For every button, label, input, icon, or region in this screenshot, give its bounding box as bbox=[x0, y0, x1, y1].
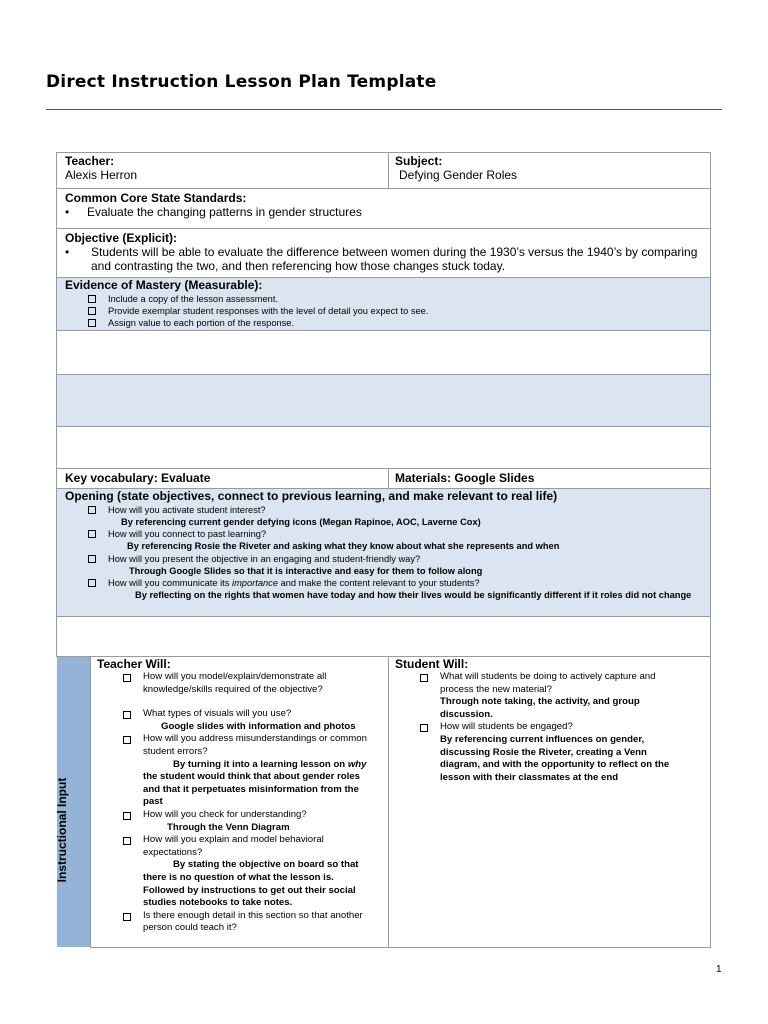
student-will-label: Student Will: bbox=[395, 657, 469, 671]
evidence-cell bbox=[56, 277, 711, 331]
title-rule bbox=[46, 109, 722, 110]
teacher-will-cell bbox=[90, 656, 389, 948]
teacher-question: How will you check for understanding? bbox=[122, 809, 367, 822]
checkbox-icon bbox=[123, 837, 131, 845]
student-will-cell bbox=[388, 656, 711, 948]
opening-question: How will you present the objective in an engaging and student-friendly way? bbox=[87, 553, 710, 565]
blank-row bbox=[56, 616, 711, 657]
teacher-label: Teacher: bbox=[65, 154, 115, 168]
evidence-item: Include a copy of the lesson assessment. bbox=[87, 293, 710, 305]
checkbox-icon bbox=[420, 674, 428, 682]
opening-answer: By referencing Rosie the Riveter and asking what they know about what she represents and when bbox=[127, 541, 560, 552]
standards-label: Common Core State Standards: bbox=[65, 191, 247, 205]
teacher-question: How will you explain and model behavioral expectations? bbox=[122, 834, 367, 859]
teacher-cell bbox=[56, 152, 389, 189]
objective-item: • Students will be able to evaluate the difference between women during the 1930’s versus the 1940’s by comparing and contrasting the two, and then referencing how those changes stuck today. bbox=[65, 245, 701, 273]
opening-answer: By referencing current gender defying icons (Megan Rapinoe, AOC, Laverne Cox) bbox=[121, 517, 481, 527]
opening-answer: By reflecting on the rights that women have today and how their lives would be significantly different if it roles did not change bbox=[135, 590, 692, 601]
teacher-will-label: Teacher Will: bbox=[97, 657, 171, 671]
checkbox-icon bbox=[88, 295, 96, 303]
checkbox-icon bbox=[88, 307, 96, 315]
student-question: What will students be doing to actively capture and process the new material? bbox=[419, 671, 689, 696]
checkbox-icon bbox=[420, 724, 428, 732]
checkbox-icon bbox=[123, 736, 131, 744]
materials-label: Materials: Google Slides bbox=[395, 471, 535, 485]
teacher-answer: By turning it into a learning lesson on why the student would think that about gender roles and that it perpetuates misinformation from the past bbox=[143, 758, 367, 808]
student-answer: By referencing current influences on gender, discussing Rosie the Riveter, creating a Venn diagram, and with the opportunity to reflect on the lesson with their classmates at the end bbox=[440, 733, 670, 783]
blank-row bbox=[56, 330, 711, 375]
checkbox-icon bbox=[88, 579, 96, 587]
blank-row bbox=[56, 426, 711, 469]
checkbox-icon bbox=[123, 812, 131, 820]
checkbox-icon bbox=[123, 913, 131, 921]
subject-value: Defying Gender Roles bbox=[399, 168, 518, 182]
checkbox-icon bbox=[88, 555, 96, 563]
opening-question: How will you communicate its importance and make the content relevant to your students? bbox=[87, 577, 710, 589]
teacher-question: What types of visuals will you use? bbox=[122, 708, 367, 721]
checkbox-icon bbox=[88, 319, 96, 327]
evidence-item: Assign value to each portion of the response. bbox=[87, 317, 710, 329]
checkbox-icon bbox=[88, 506, 96, 514]
opening-question: How will you connect to past learning? bbox=[87, 528, 710, 540]
teacher-question: How will you address misunderstandings or common student errors? bbox=[122, 733, 367, 758]
teacher-answer: By stating the objective on board so that there is no question of what the lesson is. Followed by instructions to get out their social studies notebooks to take notes. bbox=[143, 859, 359, 909]
checkbox-icon bbox=[88, 530, 96, 538]
standards-item: • Evaluate the changing patterns in gender structures bbox=[65, 205, 710, 219]
materials-cell bbox=[388, 468, 711, 489]
document-title: Direct Instruction Lesson Plan Template bbox=[46, 72, 437, 92]
student-question: How will students be engaged? bbox=[419, 721, 689, 734]
evidence-item: Provide exemplar student responses with the level of detail you expect to see. bbox=[87, 305, 710, 317]
objective-cell bbox=[56, 228, 711, 278]
teacher-answer: Through the Venn Diagram bbox=[167, 821, 290, 833]
blank-row bbox=[56, 374, 711, 427]
teacher-question: How will you model/explain/demonstrate all knowledge/skills required of the objective? bbox=[122, 671, 367, 696]
page-number: 1 bbox=[716, 964, 722, 975]
opening-answer: Through Google Slides so that it is interactive and easy for them to follow along bbox=[129, 565, 483, 576]
teacher-answer: Google slides with information and photos bbox=[161, 720, 356, 732]
standards-cell bbox=[56, 188, 711, 229]
evidence-label: Evidence of Mastery (Measurable): bbox=[65, 278, 263, 292]
objective-label: Objective (Explicit): bbox=[65, 231, 178, 245]
student-answer: Through note taking, the activity, and group discussion. bbox=[440, 696, 640, 720]
instructional-input-label: Instructional Input bbox=[55, 777, 69, 883]
teacher-question: Is there enough detail in this section so that another person could teach it? bbox=[122, 910, 367, 935]
opening-question: How will you activate student interest? bbox=[87, 504, 710, 516]
subject-cell bbox=[388, 152, 711, 189]
opening-label: Opening (state objectives, connect to previous learning, and make relevant to real life) bbox=[65, 489, 558, 503]
subject-label: Subject: bbox=[395, 154, 443, 168]
vocab-cell bbox=[56, 468, 389, 489]
teacher-value: Alexis Herron bbox=[65, 168, 138, 182]
checkbox-icon bbox=[123, 674, 131, 682]
vocab-label: Key vocabulary: Evaluate bbox=[65, 471, 211, 485]
checkbox-icon bbox=[123, 711, 131, 719]
opening-cell bbox=[56, 488, 711, 617]
